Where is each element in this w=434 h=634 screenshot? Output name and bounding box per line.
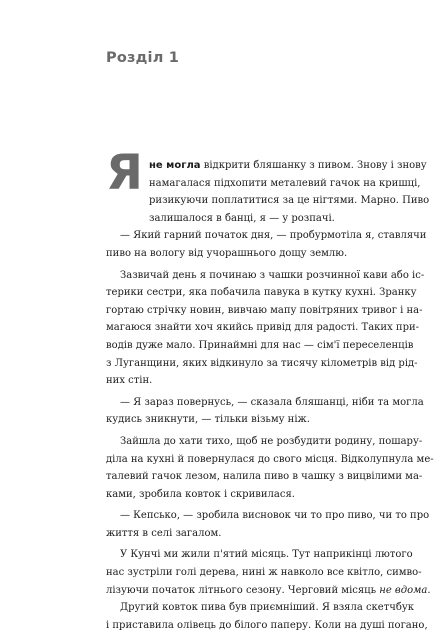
paragraph-line: не могла відкрити бляшанку з пивом. Знову і знову bbox=[149, 160, 427, 171]
paragraph-line: талевий гачок лезом, налила пиво в чашку з вицвілими ма- bbox=[106, 471, 423, 483]
paragraph-line: пиво на вологу від учорашнього дощу землю. bbox=[106, 247, 348, 259]
paragraph-line: життя в селі загалом. bbox=[106, 527, 222, 539]
drop-cap: Я bbox=[106, 145, 143, 201]
paragraph-line: — Який гарний початок дня, — пробурмотіла я, ставлячи bbox=[120, 230, 427, 242]
paragraph-line: терики сестри, яка побачила павука в кутку кухні. Зранку bbox=[106, 287, 417, 299]
paragraph-line: залишалося в банці, я — у розпачі. bbox=[149, 212, 335, 224]
paragraph-line: намагалася підхопити металевий гачок на кришці, bbox=[149, 177, 421, 189]
paragraph-line: кудись зникнути, — тільки візьму ніж. bbox=[106, 414, 310, 426]
paragraph-line: і приставила олівець до білого паперу. Коли на душі погано, bbox=[106, 619, 428, 631]
paragraph-line: ризикуючи поплатитися за це нігтями. Марно. Пиво bbox=[149, 195, 430, 207]
paragraph-line: нас зустріли голі дерева, нині ж навколо все квітло, симво- bbox=[106, 567, 422, 579]
paragraph-line: — Я зараз повернусь, — сказала бляшанці, ніби та могла bbox=[120, 396, 424, 408]
paragraph-line: лізуючи початок літнього сезону. Черговий місяць не вдома. bbox=[106, 584, 431, 596]
paragraph-line: Зайшла до хати тихо, щоб не розбудити родину, пошару- bbox=[120, 435, 423, 447]
paragraph-line: гортаю стрічку новин, вивчаю мапу повітряних тривог і на- bbox=[106, 304, 423, 316]
italic-phrase: не вдома bbox=[379, 584, 428, 596]
paragraph-line: — Кепсько, — зробила висновок чи то про пиво, чи то про bbox=[120, 510, 430, 522]
paragraph-line: діла на кухні й повернулася до свого місця. Відколупнула ме- bbox=[106, 453, 434, 465]
paragraph-line: ками, зробила ковток і скривилася. bbox=[106, 488, 295, 500]
paragraph-line: Другий ковток пива був приємніший. Я взяла скетчбук bbox=[120, 602, 415, 614]
paragraph-line: Зазвичай день я починаю з чашки розчинної кави або іс- bbox=[120, 269, 425, 281]
paragraph-line: них стін. bbox=[106, 375, 153, 387]
paragraph-line: магаюся знайти хоч якийсь привід для радості. Таких при- bbox=[106, 322, 420, 334]
paragraph-line: водів дуже мало. Принаймні для нас — сім'ї переселенців bbox=[106, 339, 414, 351]
lead-words: не могла bbox=[149, 160, 201, 171]
chapter-title: Розділ 1 bbox=[106, 50, 180, 66]
chapter-body bbox=[106, 157, 434, 634]
paragraph-line: з Луганщини, яких відкинуло за тисячу кілометрів від рід- bbox=[106, 357, 418, 369]
paragraph-line: У Кунчі ми жили п'ятий місяць. Тут наприкінці лютого bbox=[120, 549, 413, 561]
